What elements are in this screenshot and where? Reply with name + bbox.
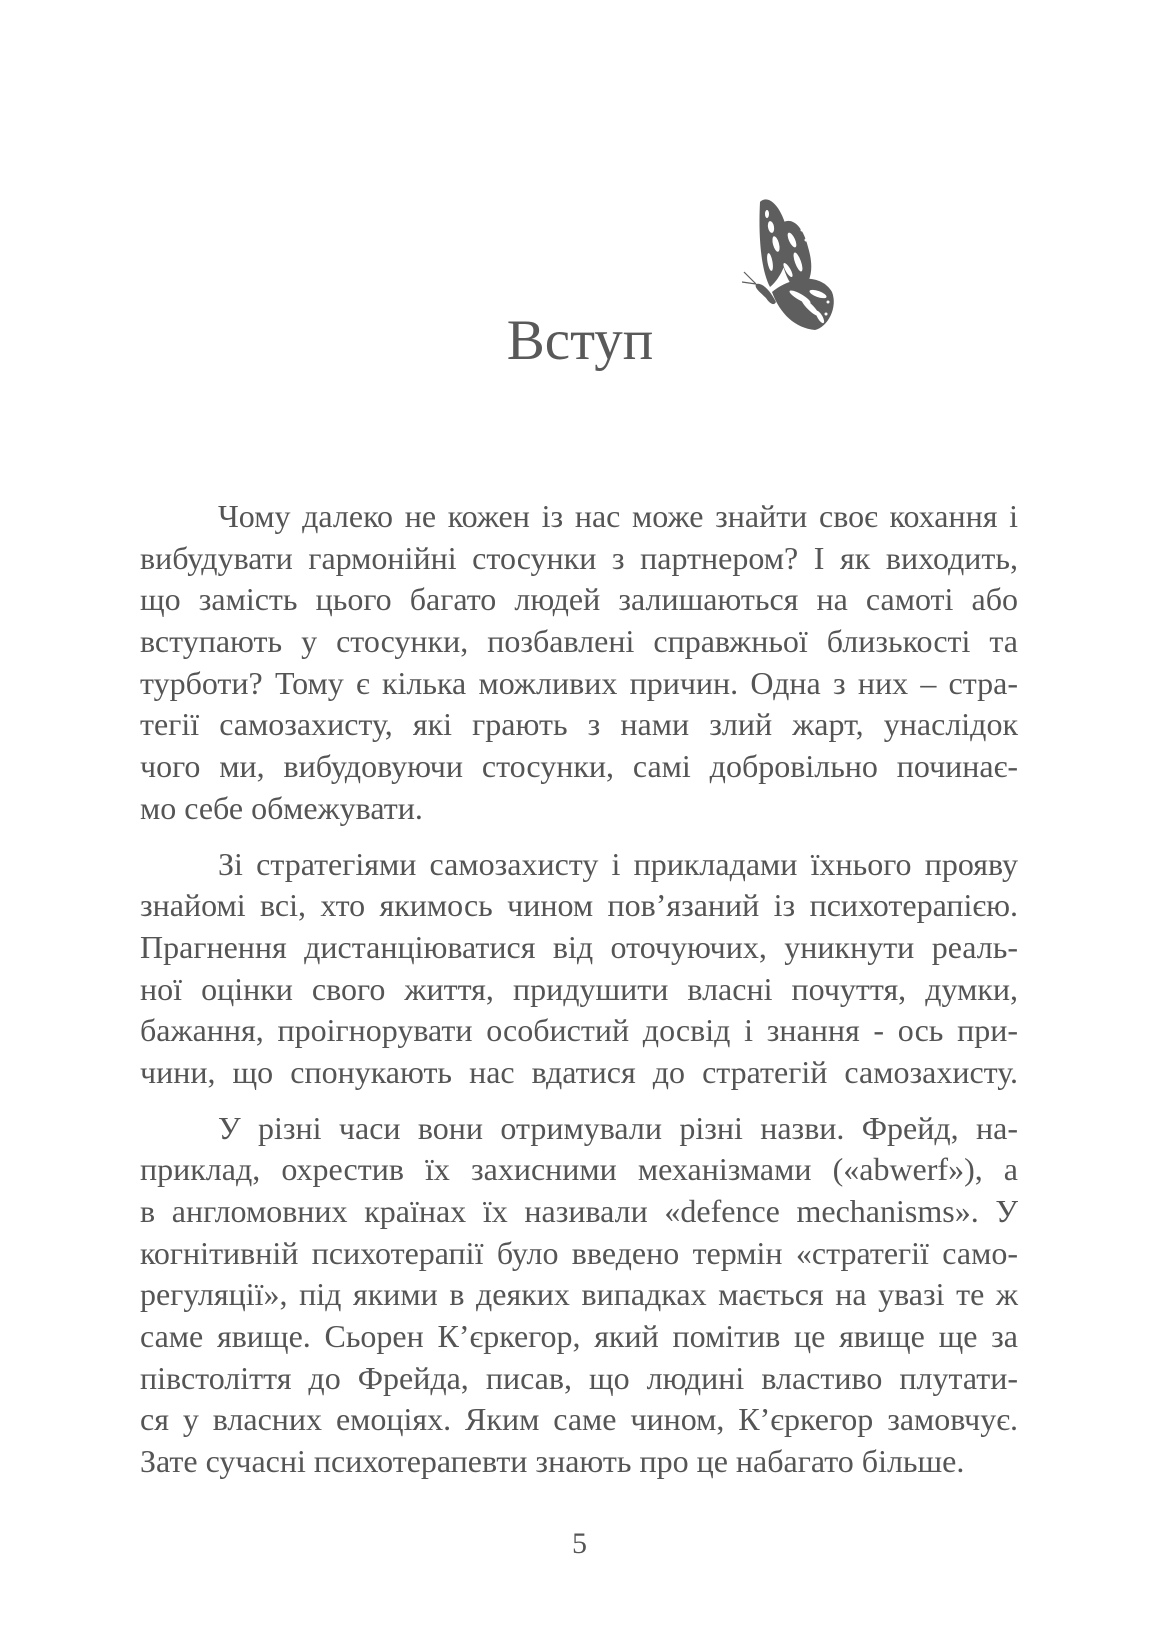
text-line-content: чого ми, вибудовуючи стосунки, самі добровільно починає- (140, 748, 1018, 785)
text-line (140, 1149, 1018, 1191)
text-line (140, 1399, 1018, 1441)
text-line-content: знайомі всі, хто якимось чином пов’язаний із психотерапією. (140, 887, 1018, 924)
text-line (140, 1108, 1018, 1150)
text-line (140, 663, 1018, 705)
text-line (140, 1052, 1018, 1094)
text-line (140, 885, 1018, 927)
text-line-content: чини, що спонукають нас вдатися до стратегій самозахисту. (140, 1053, 1018, 1090)
butterfly-icon (740, 192, 840, 332)
text-line (140, 1191, 1018, 1233)
text-line (140, 579, 1018, 621)
paragraph (140, 496, 1018, 830)
text-line (140, 704, 1018, 746)
paragraph (140, 1108, 1018, 1483)
text-line (140, 1358, 1018, 1400)
text-line-content: що замість цього багато людей залишаються на самоті або (140, 581, 1018, 618)
text-line (140, 538, 1018, 580)
text-line (140, 621, 1018, 663)
text-line-content: когнітивній психотерапії було введено термін «стратегії само- (140, 1234, 1018, 1271)
text-line-content: регуляції», під якими в деяких випадках мається на увазі те ж (140, 1276, 1018, 1313)
chapter-title: Вступ (506, 309, 654, 372)
text-line-content: ся у власних емоціях. Яким саме чином, К’єркегор замовчує. (140, 1401, 1018, 1438)
text-line (140, 1274, 1018, 1316)
text-line-content: вступають у стосунки, позбавлені справжньої близькості та (140, 623, 1018, 660)
text-line-content: тегії самозахисту, які грають з нами злий жарт, унаслідок (140, 706, 1018, 743)
text-line-content: саме явище. Сьорен К’єркегор, який помітив це явище ще за (140, 1318, 1018, 1355)
page-number: 5 (572, 1527, 587, 1560)
text-line-content: Чому далеко не кожен із нас може знайти своє кохання і (218, 498, 1018, 534)
text-line-content: турботи? Тому є кілька можливих причин. Одна з них – стра- (140, 664, 1018, 701)
paragraph (140, 844, 1018, 1094)
text-line-content: ної оцінки свого життя, придушити власні почуття, думки, (140, 970, 1018, 1007)
text-line-content: приклад, охрестив їх захисними механізмами («abwerf»), а (140, 1151, 1018, 1188)
text-line (140, 927, 1018, 969)
text-line-content: півстоліття до Фрейда, писав, що людині властиво плутати- (140, 1359, 1018, 1396)
text-line-content: мо себе обмежувати. (140, 789, 423, 826)
text-line-content: У різні часи вони отримували різні назви. Фрейд, на- (218, 1109, 1018, 1146)
text-line (140, 496, 1018, 538)
text-line (140, 1010, 1018, 1052)
text-line (140, 1441, 1018, 1483)
text-line (140, 1233, 1018, 1275)
text-line (140, 1316, 1018, 1358)
text-line-content: Зі стратегіями самозахисту і прикладами їхнього прояву (218, 845, 1018, 882)
text-line (140, 844, 1018, 886)
text-line-content: вибудувати гармонійні стосунки з партнером? І як виходить, (140, 539, 1018, 576)
text-line-content: бажання, проігнорувати особистий досвід і знання - ось при- (140, 1012, 1018, 1049)
text-line (140, 746, 1018, 788)
text-line-content: в англомовних країнах їх називали «defence mechanisms». У (140, 1193, 1018, 1229)
text-line-content: Зате сучасні психотерапевти знають про це набагато більше. (140, 1443, 965, 1480)
text-line-content: Прагнення дистанціюватися від оточуючих, уникнути реаль- (140, 928, 1018, 965)
body-text (140, 496, 1018, 1483)
text-line (140, 969, 1018, 1011)
text-line (140, 788, 1018, 830)
